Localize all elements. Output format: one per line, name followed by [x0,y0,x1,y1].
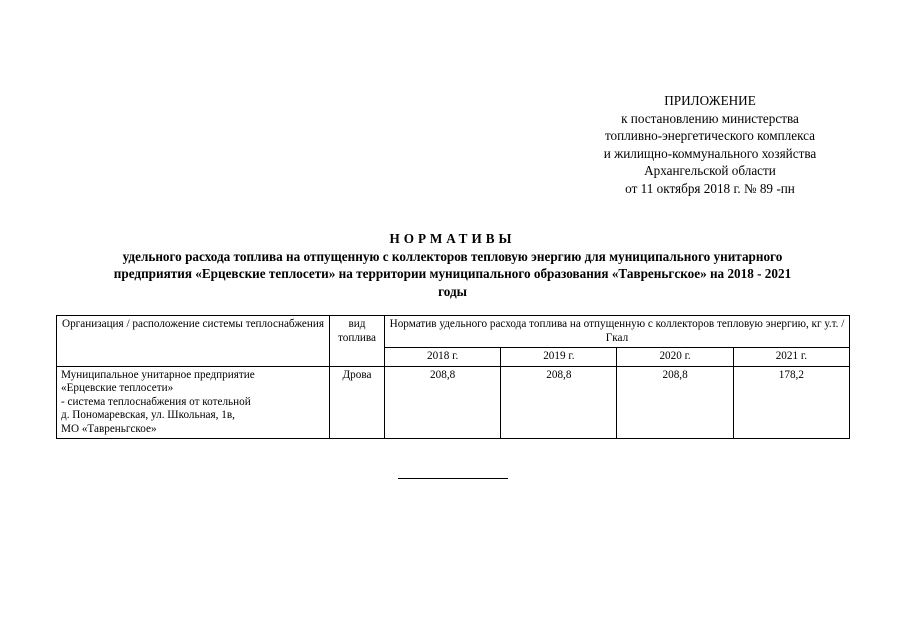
document-title: НОРМАТИВЫ [389,231,516,246]
value-2021-cell: 178,2 [733,366,849,439]
header-year-2021: 2021 г. [733,348,849,367]
organization-line: МО «Тавреньгское» [61,422,157,435]
fuel-type-cell: Дрова [330,366,385,439]
header-organization: Организация / расположение системы теплоснабжения [57,316,330,367]
organization-line: - система теплоснабжения от котельной [61,395,251,408]
appendix-line: и жилищно-коммунального хозяйства [603,145,817,161]
organization-line: Муниципальное унитарное предприятие [61,368,255,381]
document-subtitle-line: удельного расхода топлива на отпущенную с коллекторов тепловую энергию для муниципального унитарного [122,248,783,264]
organization-cell [57,366,330,439]
appendix-date-line: от 11 октября 2018 г. № 89 -пн [625,180,795,196]
header-fuel-type: вид топлива [330,316,385,367]
organization-line: д. Пономаревская, ул. Школьная, 1в, [61,409,235,421]
document-subtitle-line: годы [438,283,467,299]
header-year-2020: 2020 г. [617,348,733,367]
separator-line [398,478,508,479]
value-2020-cell: 208,8 [617,366,733,439]
appendix-title: ПРИЛОЖЕНИЕ [664,93,756,108]
table-row [57,366,850,439]
appendix-line: к постановлению министерства [621,110,799,126]
value-2018-cell: 208,8 [385,366,501,439]
document-subtitle-line: предприятия «Ерцевские теплосети» на территории муниципального образования «Тавреньгское» на 2018 - 2021 [113,266,792,281]
organization-line: «Ерцевские теплосети» [61,382,174,394]
header-year-2018: 2018 г. [385,348,501,367]
appendix-line: Архангельской области [644,163,776,178]
value-2019-cell: 208,8 [501,366,617,439]
header-year-2019: 2019 г. [501,348,617,367]
appendix-header [560,92,860,197]
appendix-line: топливно-энергетического комплекса [604,128,816,143]
document-title-block [40,230,865,300]
norms-table [56,315,850,439]
header-norm: Норматив удельного расхода топлива на отпущенную с коллекторов тепловую энергию, кг у.т. /Гкал [385,316,850,348]
table-header-row [57,316,850,348]
